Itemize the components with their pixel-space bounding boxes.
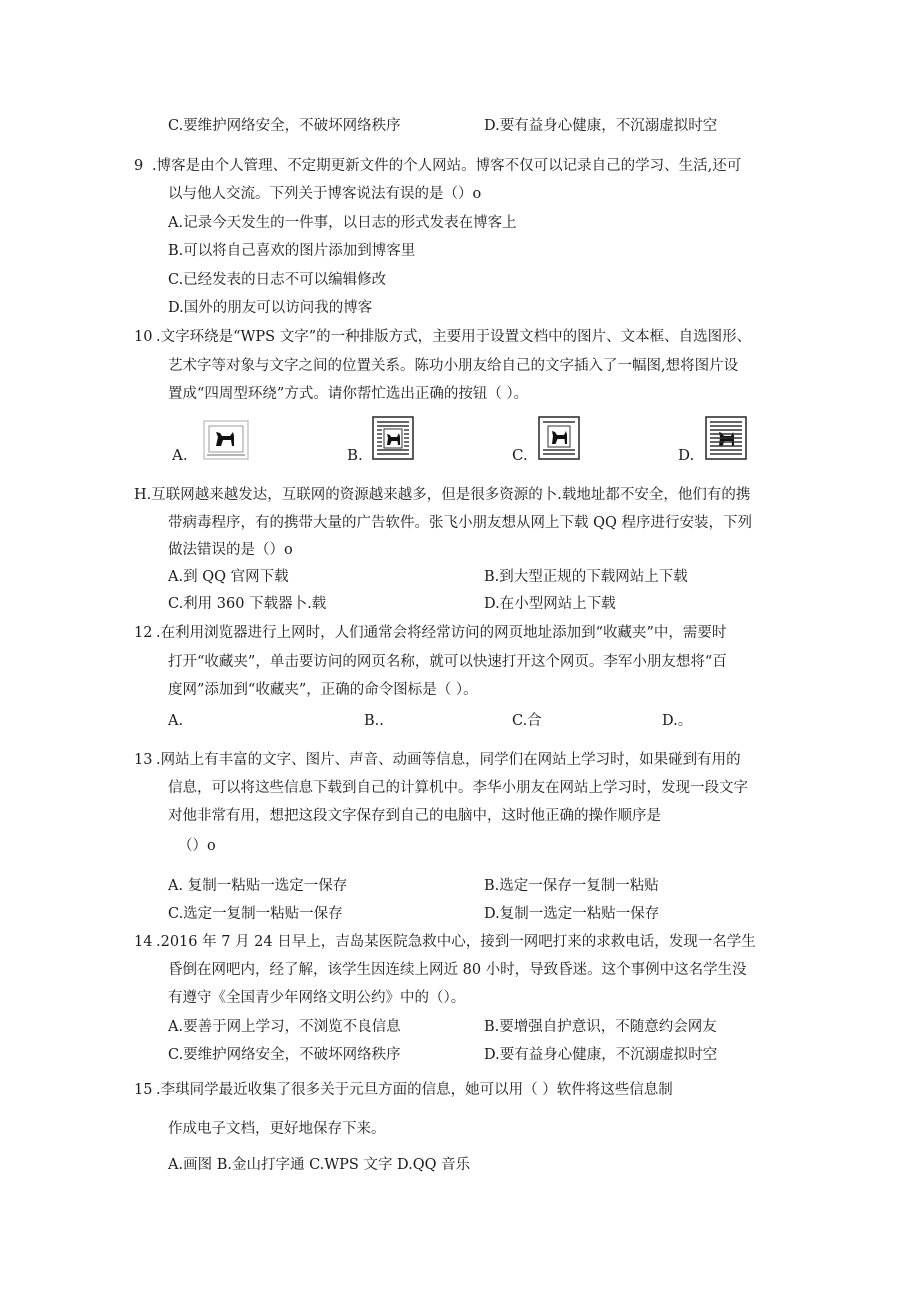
q14-option-d: D.要有益身心健康，不沉溺虚拟时空 xyxy=(484,1047,718,1063)
q9-number: 9 xyxy=(134,158,144,174)
q15-stem-line1: .李琪同学最近收集了很多关于元旦方面的信息，她可以用（ ）软件将这些信息制 xyxy=(156,1082,673,1098)
q10-label-a: A. xyxy=(172,446,188,464)
q13-stem-line2: 信息，可以将这些信息下载到自己的计算机中。李华小朋友在网站上学习时，发现一段文字 xyxy=(168,780,748,796)
q10-number: 10 xyxy=(134,329,153,345)
q10-stem-line3: 置成“四周型环绕”方式。请你帮忙选出正确的按钮（ ）。 xyxy=(168,386,529,402)
q9-option-c: C.已经发表的日志不可以编辑修改 xyxy=(168,272,387,288)
q10-label-d: D. xyxy=(678,446,695,464)
q11-option-d: D.在小型网站上下载 xyxy=(484,596,616,612)
q12-option-d: D.。 xyxy=(662,713,693,729)
q12-stem-line2: 打开“收藏夹”，单击要访问的网页名称，就可以快速打开这个网页。李军小朋友想将“百 xyxy=(168,654,727,670)
q13-option-a: A. 复制一粘贴一选定一保存 xyxy=(168,878,348,894)
q11-stem-line1: H.互联网越来越发达，互联网的资源越来越多，但是很多资源的卜.载地址都不安全，他们有的携 xyxy=(134,487,751,503)
q14-option-c: C.要维护网络安全，不破坏网络秩序 xyxy=(168,1047,401,1063)
q11-stem-line2: 带病毒程序，有的携带大量的广告软件。张飞小朋友想从网上下载 QQ 程序进行安装，下列 xyxy=(168,515,752,531)
q13-number: 13 xyxy=(134,752,153,768)
q11-option-a: A.到 QQ 官网下载 xyxy=(168,569,289,585)
q11-option-c: C.利用 360 下载器卜.载 xyxy=(168,596,327,612)
q15-number: 15 xyxy=(134,1082,153,1098)
q14-option-a: A.要善于网上学习，不浏览不良信息 xyxy=(168,1019,401,1035)
q15-stem-line2: 作成电子文档，更好地保存下来。 xyxy=(168,1121,386,1137)
q10-stem-line2: 艺术字等对象与文字之间的位置关系。陈功小朋友给自己的文字插入了一幅图,想将图片设 xyxy=(168,358,739,374)
q10-label-b: B. xyxy=(347,446,363,464)
q14-number: 14 xyxy=(134,934,153,950)
q10-stem-line1: .文字环绕是“WPS 文字”的一种排版方式，主要用于设置文档中的图片、文本框、自选图形、 xyxy=(156,329,752,345)
q13-stem-line4: （）o xyxy=(178,838,216,854)
q10-label-c: C. xyxy=(512,446,528,464)
q8-option-d: D.要有益身心健康，不沉溺虚拟时空 xyxy=(484,118,718,134)
q12-stem-line1: .在利用浏览器进行上网时，人们通常会将经常访问的网页地址添加到“收藏夹”中，需要时 xyxy=(156,625,727,641)
q9-option-d: D.国外的朋友可以访问我的博客 xyxy=(168,300,373,316)
q8-option-c: C.要维护网络安全，不破坏网络秩序 xyxy=(168,118,401,134)
q14-stem-line1: .2016 年 7 月 24 日早上，吉岛某医院急救中心，接到一网吧打来的求救电话，发现一名学生 xyxy=(156,934,756,950)
q14-stem-line3: 有遵守《全国青少年网络文明公约》中的（）。 xyxy=(168,990,466,1006)
q12-stem-line3: 度网”添加到“收藏夹”，正确的命令图标是（ ）。 xyxy=(168,682,478,698)
q14-option-b: B.要增强自护意识，不随意约会网友 xyxy=(484,1019,717,1035)
q11-stem-line3: 做法错误的是（）o xyxy=(168,542,293,558)
q12-option-a: A. xyxy=(168,713,184,729)
q15-options: A.画图 B.金山打字通 C.WPS 文字 D.QQ 音乐 xyxy=(168,1157,471,1173)
q12-option-c: C.合 xyxy=(512,713,542,729)
q13-option-b: B.选定一保存一复制一粘贴 xyxy=(484,878,659,894)
q9-option-b: B.可以将自己喜欢的图片添加到博客里 xyxy=(168,243,416,259)
q12-option-b: B.. xyxy=(364,713,384,729)
q11-option-b: B.到大型正规的下载网站上下载 xyxy=(484,569,688,585)
q13-stem-line3: 对他非常有用，想把这段文字保存到自己的电脑中，这时他正确的操作顺序是 xyxy=(168,808,661,824)
square-wrap-icon xyxy=(372,416,414,460)
q13-stem-line1: .网站上有丰富的文字、图片、声音、动画等信息，同学们在网站上学习时，如果碰到有用的 xyxy=(156,752,741,768)
q9-stem-line2: 以与他人交流。下列关于博客说法有误的是（）o xyxy=(168,186,482,202)
behind-text-wrap-icon xyxy=(705,416,747,460)
inline-wrap-icon xyxy=(203,420,249,460)
q14-stem-line2: 昏倒在网吧内，经了解，该学生因连续上网近 80 小时，导致昏迷。这个事例中这名学生没 xyxy=(168,962,747,978)
q9-stem-line1: .博客是由个人管理、不定期更新文件的个人网站。博客不仅可以记录自己的学习、生活,还可 xyxy=(152,158,742,174)
q13-option-c: C.选定一复制一粘贴一保存 xyxy=(168,906,343,922)
q12-number: 12 xyxy=(134,625,153,641)
q13-option-d: D.复制一选定一粘贴一保存 xyxy=(484,906,660,922)
q9-option-a: A.记录今天发生的一件事，以日志的形式发表在博客上 xyxy=(168,215,517,231)
top-bottom-wrap-icon xyxy=(538,416,580,460)
